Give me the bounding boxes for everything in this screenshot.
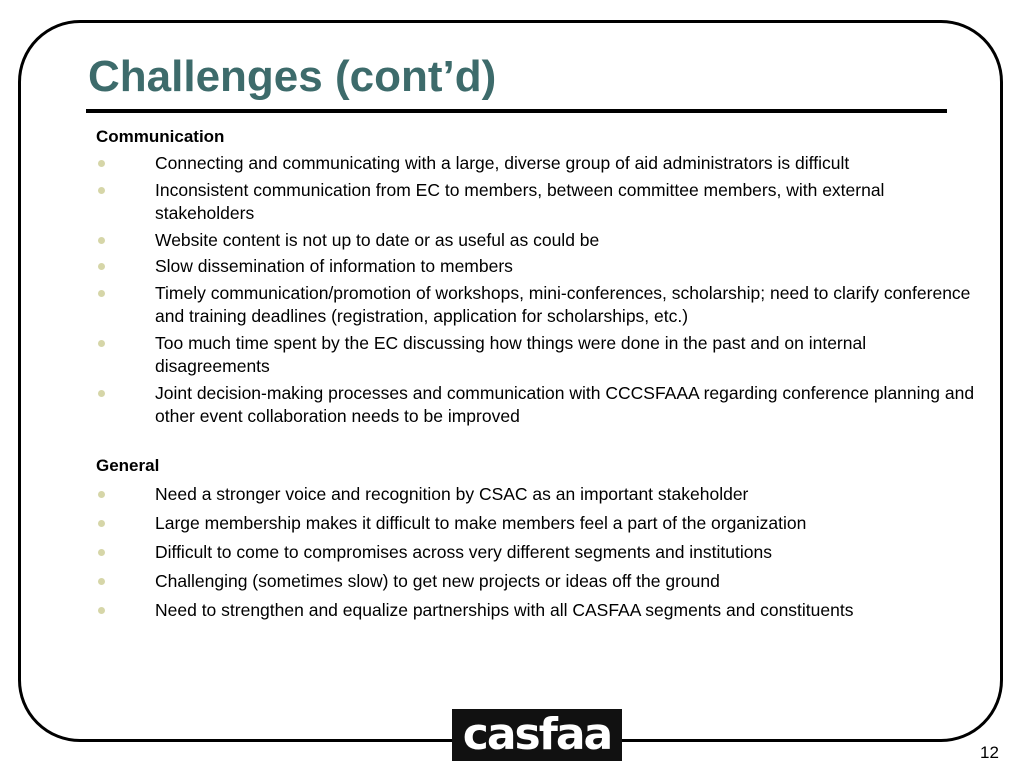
bullet-icon	[98, 607, 105, 614]
bullet-icon	[98, 237, 105, 244]
list-item-text: Challenging (sometimes slow) to get new projects or ideas off the ground	[155, 570, 720, 591]
list-item	[96, 229, 976, 253]
bullet-icon	[98, 290, 105, 297]
general-section	[96, 455, 976, 623]
casfaa-logo: casfaa	[452, 709, 622, 761]
bullet-icon	[98, 491, 105, 498]
list-item-text: Connecting and communicating with a large, diverse group of aid administrators is difficult	[155, 153, 850, 173]
slide-title: Challenges (cont’d)	[88, 52, 497, 101]
communication-list	[96, 152, 976, 429]
page-number: 12	[980, 743, 999, 762]
communication-section	[96, 126, 976, 429]
list-item	[96, 332, 976, 379]
slide-content	[96, 126, 976, 628]
list-item-text: Need a stronger voice and recognition by CSAC as an important stakeholder	[155, 483, 749, 504]
list-item	[96, 382, 976, 429]
list-item-text: Website content is not up to date or as useful as could be	[155, 229, 600, 250]
list-item-text: Too much time spent by the EC discussing how things were done in the past and on internal disagreements	[155, 332, 867, 376]
bullet-icon	[98, 390, 105, 397]
bullet-icon	[98, 187, 105, 194]
list-item-text: Joint decision-making processes and communication with CCCSFAAA regarding conference planning and other event collaboration needs to be improved	[155, 382, 975, 426]
general-list	[96, 483, 976, 623]
list-item-text: Timely communication/promotion of workshops, mini-conferences, scholarship; need to clarify conference and training deadlines (registration, application for scholarships, etc.)	[155, 282, 971, 326]
list-item	[96, 152, 976, 176]
bullet-icon	[98, 520, 105, 527]
list-item	[96, 483, 976, 507]
bullet-icon	[98, 340, 105, 347]
bullet-icon	[98, 160, 105, 167]
list-item	[96, 599, 976, 623]
list-item-text: Large membership makes it difficult to make members feel a part of the organization	[155, 512, 807, 533]
list-item	[96, 512, 976, 536]
list-item-text: Need to strengthen and equalize partnerships with all CASFAA segments and constituents	[155, 599, 854, 620]
list-item	[96, 282, 976, 329]
communication-heading: Communication	[96, 127, 225, 146]
general-heading: General	[96, 455, 160, 475]
list-item	[96, 541, 976, 565]
list-item-text: Difficult to come to compromises across very different segments and institutions	[155, 541, 772, 562]
bullet-icon	[98, 578, 105, 585]
list-item-text: Slow dissemination of information to members	[155, 256, 513, 276]
list-item	[96, 255, 976, 279]
bullet-icon	[98, 549, 105, 556]
title-rule	[86, 109, 947, 113]
list-item-text: Inconsistent communication from EC to members, between committee members, with external stakeholders	[155, 179, 885, 223]
list-item	[96, 179, 976, 226]
bullet-icon	[98, 263, 105, 270]
list-item	[96, 570, 976, 594]
